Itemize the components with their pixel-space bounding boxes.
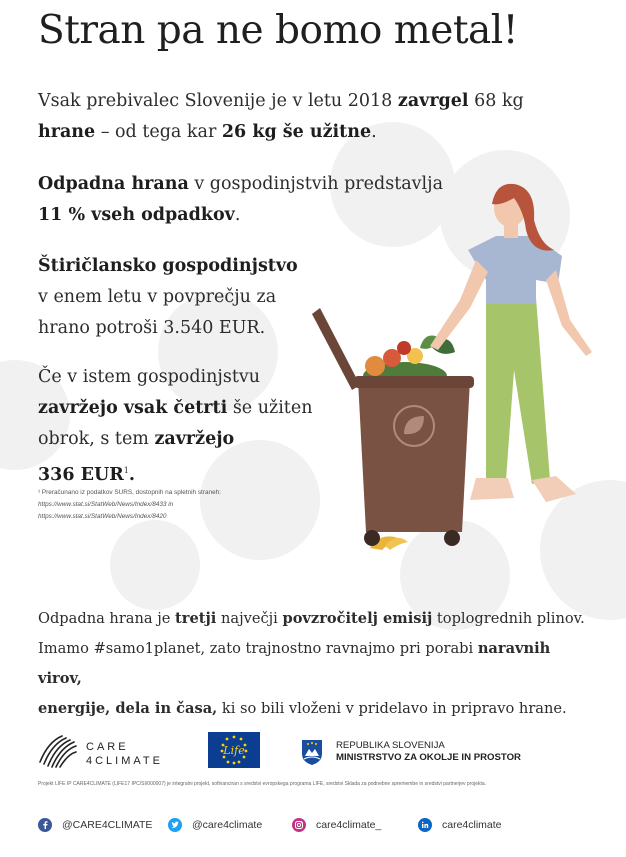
bg-circle — [110, 520, 200, 610]
text: . — [128, 464, 135, 485]
text: 68 kg — [468, 91, 524, 111]
footnote-link[interactable]: https://www.stat.si/StatWeb/News/Index/8433 in — [38, 501, 174, 508]
text: naravnih virov, — [38, 640, 551, 687]
text: zavržejo — [154, 429, 235, 449]
logo-text: REPUBLIKA SLOVENIJA — [336, 740, 445, 751]
care4climate-logo-text — [86, 740, 163, 768]
text: . — [234, 205, 241, 225]
social-twitter[interactable] — [168, 815, 262, 835]
page-title: Stran pa ne bomo metal! — [38, 8, 518, 53]
logo-text: MINISTRSTVO ZA OKOLJE IN PROSTOR — [336, 752, 521, 763]
text: ki so bili vloženi v pridelavo in pripravo hrane. — [217, 700, 567, 717]
life-logo-text: Life — [223, 744, 245, 757]
text: 336 EUR — [38, 464, 124, 485]
text: 26 kg še užitne — [221, 122, 372, 142]
paragraph-waste-per-person — [38, 86, 558, 148]
linkedin-icon — [418, 818, 432, 832]
text: – od tega kar — [95, 122, 222, 142]
paragraph-wasted-meals — [38, 362, 338, 491]
text: Odpadna hrana je — [38, 610, 176, 627]
bin-body — [358, 380, 470, 532]
text: obrok, s tem — [38, 429, 155, 449]
care4climate-logo-icon — [38, 732, 78, 768]
text: največji — [216, 610, 283, 627]
facebook-icon — [38, 818, 52, 832]
bin-lid — [312, 308, 360, 390]
ministry-logo-text — [336, 740, 521, 764]
twitter-icon — [168, 818, 182, 832]
text: Štiričlansko gospodinjstvo — [38, 256, 298, 276]
text: energije, dela in časa, — [38, 700, 218, 717]
project-note: Projekt LIFE IP CARE4CLIMATE (LIFE17 IPC/SI/000007) je integralni projekt, sofinanciran s sredstvi evropskega programa LIFE, sredstvi Sklada za podnebne spremembe in sredstvi partnerjev projekta. — [38, 781, 487, 787]
text: zavržejo vsak četrti — [38, 398, 228, 418]
slovenia-coat-of-arms-icon — [300, 738, 324, 766]
social-linkedin[interactable] — [418, 815, 502, 835]
facebook-handle: @CARE4CLIMATE — [62, 819, 153, 831]
paragraph-household-spending — [38, 251, 338, 344]
bin-wheel — [364, 530, 380, 546]
eu-stars-icon — [208, 732, 260, 768]
illustration-woman-with-compost-bin — [300, 180, 600, 560]
text: tretji — [175, 610, 217, 627]
text: povzročitelj emisij — [282, 610, 433, 627]
partner-logos — [38, 726, 598, 776]
text: hrane — [38, 122, 96, 142]
text: , zato trajnostno ravnajmo pri porabi — [200, 640, 478, 657]
social-links — [38, 815, 598, 835]
text: hrano potroši 3.540 EUR. — [38, 318, 266, 338]
text: Odpadna hrana — [38, 174, 189, 194]
text: Imamo — [38, 640, 94, 657]
text: 11 % vseh odpadkov — [38, 205, 235, 225]
text: v enem letu v povprečju za — [38, 287, 277, 307]
text: zavrgel — [397, 91, 469, 111]
instagram-handle: care4climate_ — [316, 819, 382, 831]
instagram-icon — [292, 818, 306, 832]
text: . — [371, 122, 377, 142]
twitter-handle: @care4climate — [192, 819, 263, 831]
bin-wheel — [444, 530, 460, 546]
logo-text: CARE — [86, 741, 129, 753]
text: toplogrednih plinov. — [432, 610, 585, 627]
logo-text: 4CLIMATE — [86, 755, 163, 767]
text: še užiten — [227, 398, 313, 418]
footnote-link[interactable]: https://www.stat.si/StatWeb/News/Index/8420 — [38, 513, 167, 520]
bin-rim — [354, 376, 474, 388]
linkedin-handle: care4climate — [442, 819, 502, 831]
eu-life-logo — [208, 732, 260, 768]
footnote — [38, 487, 221, 523]
text: v gospodinjstvih predstavlja — [188, 174, 444, 194]
text: Vsak prebivalec Slovenije je v letu 2018 — [38, 91, 398, 111]
social-instagram[interactable] — [292, 815, 381, 835]
footnote-text: ¹ Preračunano iz podatkov SURS, dostopnih na spletnih straneh: — [38, 489, 221, 496]
bottom-paragraph — [38, 604, 593, 724]
text: Če v istem gospodinjstvu — [38, 367, 261, 387]
hashtag: #samo1planet — [93, 640, 201, 657]
social-facebook[interactable] — [38, 815, 152, 835]
footnote-marker: 1 — [123, 466, 129, 475]
